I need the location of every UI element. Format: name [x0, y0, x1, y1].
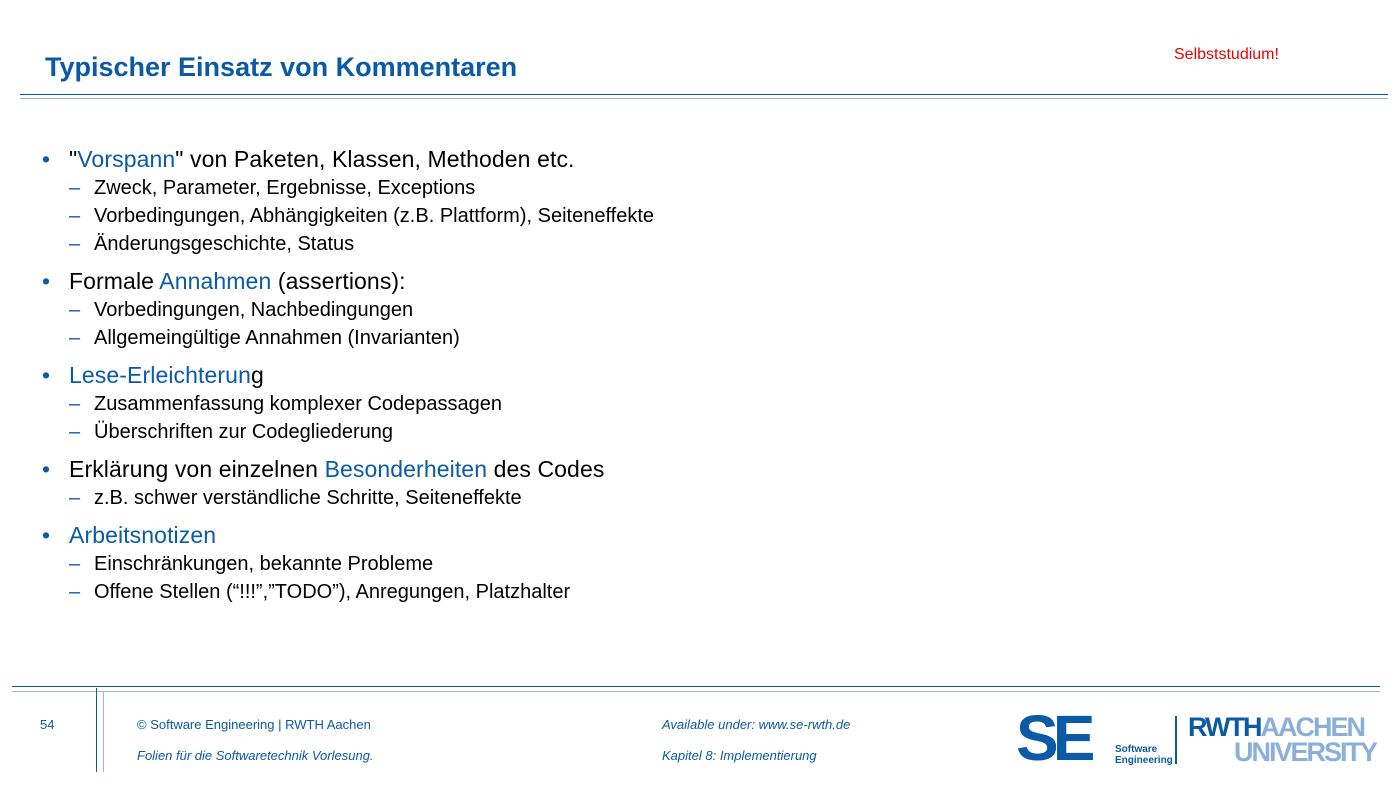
bullet-dot-icon: • [42, 268, 51, 294]
sub-bullet-item [42, 550, 942, 578]
bullet-text: Formale [69, 268, 160, 294]
dash-icon: – [69, 177, 81, 199]
footer-vertical-divider-secondary [103, 692, 104, 772]
sub-bullet-text: z.B. schwer verständliche Schritte, Seiteneffekte [94, 487, 522, 509]
se-logo-caption [1115, 744, 1173, 766]
page-number: 54 [40, 717, 55, 732]
sub-bullet-item [42, 296, 942, 324]
sub-bullet-text: Vorbedingungen, Abhängigkeiten (z.B. Plattform), Seiteneffekte [94, 205, 654, 227]
sub-bullet-text: Einschränkungen, bekannte Probleme [94, 553, 434, 575]
bullet-dot-icon: • [42, 456, 51, 482]
bullet-group [42, 360, 942, 446]
rwth-logo-rwth: RWTH [1188, 712, 1261, 742]
bullet-item [42, 144, 942, 174]
sub-bullet-item [42, 174, 942, 202]
footer-vertical-divider [96, 688, 97, 772]
dash-icon: – [69, 553, 81, 575]
se-logo-line1: Software [1115, 744, 1158, 755]
bullet-group [42, 454, 942, 512]
bullet-text: g [250, 362, 264, 388]
selbststudium-tag: Selbststudium! [1174, 46, 1279, 63]
dash-icon: – [69, 233, 81, 255]
footer-divider-secondary [12, 691, 1380, 692]
sub-bullet-item [42, 484, 942, 512]
sub-bullet-text: Überschriften zur Codegliederung [94, 421, 394, 443]
bullet-item [42, 454, 942, 484]
bullet-text: " [69, 146, 78, 172]
slide-title: Typischer Einsatz von Kommentaren [45, 52, 518, 82]
rwth-logo-aachen: AACHEN [1260, 712, 1365, 742]
rwth-logo [1188, 712, 1377, 769]
sub-bullet-item [42, 230, 942, 258]
bullet-dot-icon: • [42, 522, 51, 548]
available-under-text: Available under: www.se-rwth.de [662, 717, 851, 732]
bullet-item [42, 266, 942, 296]
header-divider [20, 94, 1388, 95]
se-logo-letters: SE [1016, 702, 1090, 774]
dash-icon: – [69, 205, 81, 227]
copyright-text: © Software Engineering | RWTH Aachen [137, 717, 371, 732]
bullet-group [42, 520, 942, 606]
folien-text: Folien für die Softwaretechnik Vorlesung. [137, 748, 374, 763]
bullet-group [42, 144, 942, 258]
sub-bullet-text: Allgemeingültige Annahmen (Invarianten) [94, 327, 460, 349]
sub-bullet-text: Offene Stellen (“!!!”,”TODO”), Anregungen, Platzhalter [94, 581, 571, 603]
bullet-item [42, 360, 942, 390]
se-logo [1016, 702, 1173, 774]
chapter-text: Kapitel 8: Implementierung [662, 748, 817, 763]
bullet-text: Erklärung von einzelnen [69, 456, 325, 482]
dash-icon: – [69, 393, 81, 415]
bullet-list [42, 144, 942, 614]
bullet-highlight-text: Lese-Erleichterun [69, 362, 251, 388]
sub-bullet-item [42, 578, 942, 606]
sub-bullet-item [42, 202, 942, 230]
bullet-text: des Codes [487, 456, 605, 482]
bullet-group [42, 266, 942, 352]
header-divider-secondary [20, 98, 1388, 99]
sub-bullet-text: Zusammenfassung komplexer Codepassagen [94, 393, 502, 415]
dash-icon: – [69, 299, 81, 321]
sub-bullet-item [42, 418, 942, 446]
rwth-logo-university: UNIVERSITY [1234, 737, 1377, 767]
sub-bullet-item [42, 324, 942, 352]
bullet-text: " von Paketen, Klassen, Methoden etc. [175, 146, 575, 172]
bullet-highlight-text: Arbeitsnotizen [69, 522, 217, 548]
sub-bullet-item [42, 390, 942, 418]
bullet-highlight-text: Besonderheiten [324, 456, 488, 482]
dash-icon: – [69, 487, 81, 509]
sub-bullet-text: Änderungsgeschichte, Status [94, 233, 355, 255]
dash-icon: – [69, 581, 81, 603]
dash-icon: – [69, 421, 81, 443]
bullet-dot-icon: • [42, 362, 51, 388]
logo-separator [1175, 716, 1177, 764]
bullet-highlight-text: Annahmen [159, 268, 272, 294]
se-logo-line2: Engineering [1115, 755, 1173, 766]
sub-bullet-text: Vorbedingungen, Nachbedingungen [94, 299, 414, 321]
sub-bullet-text: Zweck, Parameter, Ergebnisse, Exceptions [94, 177, 476, 199]
bullet-dot-icon: • [42, 146, 51, 172]
bullet-item [42, 520, 942, 550]
dash-icon: – [69, 327, 81, 349]
bullet-highlight-text: Vorspann [77, 146, 176, 172]
bullet-text: (assertions): [271, 268, 406, 294]
footer-divider [12, 686, 1380, 687]
